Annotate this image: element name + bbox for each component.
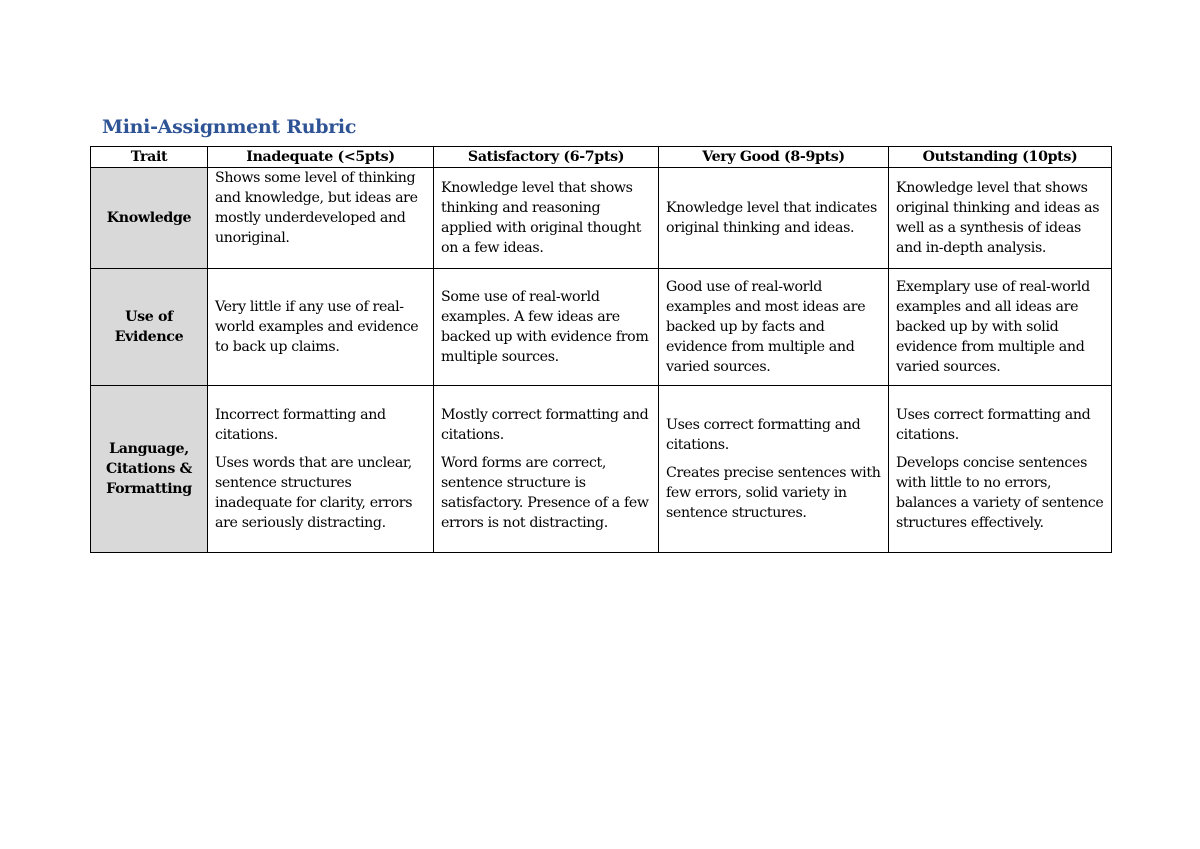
cell-text: Knowledge level that shows original thinking and ideas as well as a synthesis of ideas and in-depth analysis. [896,180,1100,256]
header-outstanding: Outstanding (10pts) [889,147,1112,168]
cell-evidence-satisfactory [434,269,659,386]
cell-text: Some use of real-world examples. A few ideas are backed up with evidence from multiple sources. [441,289,649,365]
cell-text: Mostly correct formatting and citations. [441,407,649,443]
cell-evidence-outstanding [889,269,1112,386]
table-row [91,386,1112,553]
rubric-table [90,146,1112,553]
cell-knowledge-outstanding [889,168,1112,269]
cell-text: Uses words that are unclear, sentence structures inadequate for clarity, errors are seriously distracting. [215,455,413,531]
cell-text: Creates precise sentences with few errors, solid variety in sentence structures. [666,465,881,521]
header-row [91,147,1112,168]
cell-text: Incorrect formatting and citations. [215,407,386,443]
cell-text: Shows some level of thinking and knowledge, but ideas are mostly underdeveloped and unoriginal. [215,170,418,246]
trait-language-citations-formatting: Language, Citations & Formatting [91,386,208,553]
header-very-good: Very Good (8-9pts) [659,147,889,168]
cell-knowledge-inadequate [208,168,434,269]
header-trait: Trait [91,147,208,168]
header-satisfactory: Satisfactory (6-7pts) [434,147,659,168]
trait-knowledge: Knowledge [91,168,208,269]
page-title: Mini-Assignment Rubric [102,116,357,138]
cell-language-very-good [659,386,889,553]
cell-evidence-inadequate [208,269,434,386]
table-row [91,168,1112,269]
cell-language-satisfactory [434,386,659,553]
cell-evidence-very-good [659,269,889,386]
cell-text: Knowledge level that shows thinking and reasoning applied with original thought on a few ideas. [441,180,642,256]
cell-knowledge-very-good [659,168,889,269]
table-row [91,269,1112,386]
cell-text: Exemplary use of real-world examples and all ideas are backed up by with solid evidence from multiple and varied sources. [896,279,1090,375]
cell-knowledge-satisfactory [434,168,659,269]
cell-text: Uses correct formatting and citations. [896,407,1091,443]
cell-text: Knowledge level that indicates original thinking and ideas. [666,200,877,236]
cell-language-inadequate [208,386,434,553]
header-inadequate: Inadequate (<5pts) [208,147,434,168]
cell-text: Develops concise sentences with little to no errors, balances a variety of sentence structures effectively. [896,455,1104,531]
cell-text: Word forms are correct, sentence structure is satisfactory. Presence of a few errors is not distracting. [441,455,649,531]
cell-text: Good use of real-world examples and most ideas are backed up by facts and evidence from multiple and varied sources. [666,279,866,375]
trait-use-of-evidence: Use of Evidence [91,269,208,386]
cell-language-outstanding [889,386,1112,553]
cell-text: Very little if any use of real-world examples and evidence to back up claims. [215,299,419,355]
cell-text: Uses correct formatting and citations. [666,417,861,453]
